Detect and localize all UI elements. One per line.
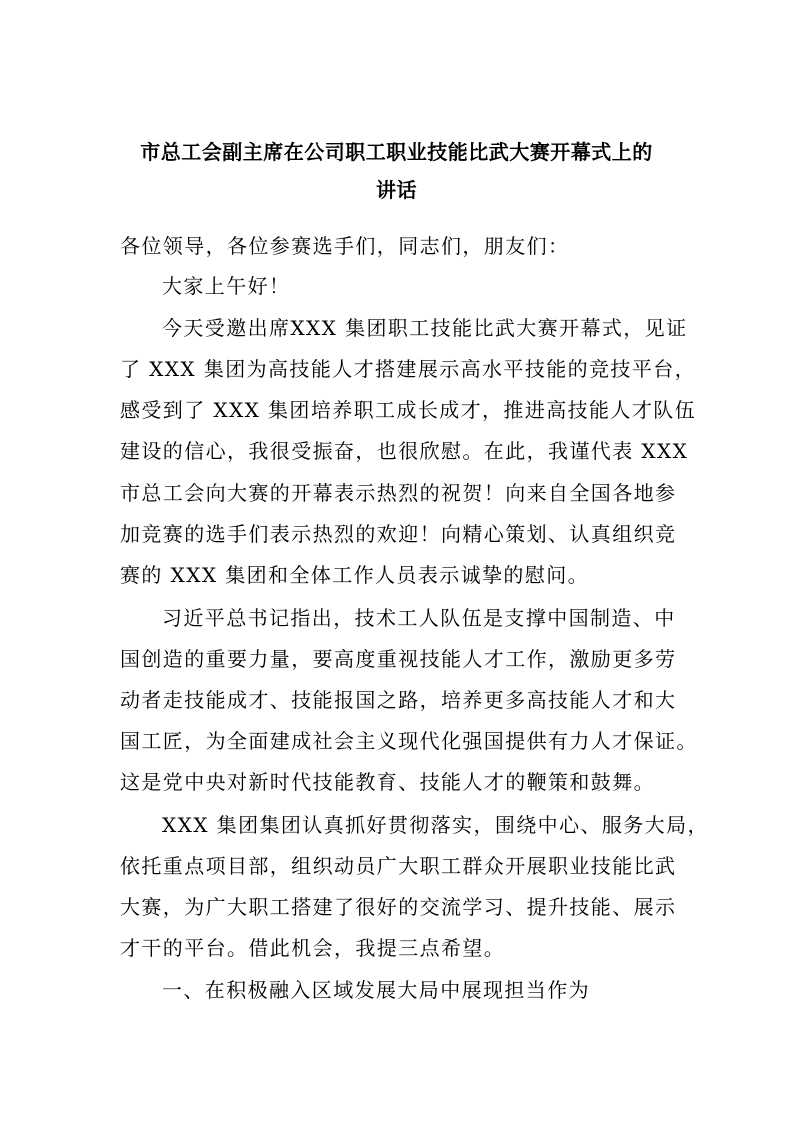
paragraph-1-line-1: 今天受邀出席XXX 集团职工技能比武大赛开幕式，见证 (162, 316, 688, 340)
document-title-line-1: 市总工会副主席在公司职工职业技能比武大赛开幕式上的 (140, 140, 653, 164)
paragraph-3-line-3: 大赛，为广大职工搭建了很好的交流学习、提升技能、展示 (120, 895, 677, 919)
paragraph-2-line-4: 国工匠，为全面建成社会主义现代化强国提供有力人才保证。 (120, 729, 698, 753)
paragraph-1-line-6: 加竞赛的选手们表示热烈的欢迎！向精心策划、认真组织竞 (120, 522, 677, 546)
paragraph-2-line-5: 这是党中央对新时代技能教育、技能人才的鞭策和鼓舞。 (120, 770, 655, 794)
paragraph-2-line-2: 国创造的重要力量，要高度重视技能人才工作，激励更多劳 (120, 647, 677, 671)
document-title-line-2: 讲话 (376, 178, 417, 202)
paragraph-2-line-1: 习近平总书记指出，技术工人队伍是支撑中国制造、中 (162, 606, 676, 630)
paragraph-1-line-4: 建设的信心，我很受振奋，也很欣慰。在此，我谨代表 XXX (120, 439, 689, 463)
greeting: 大家上午好！ (162, 274, 291, 298)
paragraph-3-line-4: 才干的平台。借此机会，我提三点希望。 (120, 936, 506, 960)
section-heading: 一、在积极融入区域发展大局中展现担当作为 (162, 978, 590, 1002)
paragraph-1-line-5: 市总工会向大赛的开幕表示热烈的祝贺！向来自全国各地参 (120, 481, 677, 505)
salutation: 各位领导，各位参赛选手们，同志们，朋友们： (120, 234, 570, 258)
paragraph-3-line-1: XXX 集团集团认真抓好贯彻落实，围绕中心、服务大局， (162, 813, 709, 837)
paragraph-1-line-2: 了 XXX 集团为高技能人才搭建展示高水平技能的竞技平台， (120, 357, 697, 381)
paragraph-1-line-3: 感受到了 XXX 集团培养职工成长成才，推进高技能人才队伍 (120, 398, 697, 422)
paragraph-3-line-2: 依托重点项目部，组织动员广大职工群众开展职业技能比武 (120, 854, 677, 878)
paragraph-1-line-7: 赛的 XXX 集团和全体工作人员表示诚挚的慰问。 (120, 563, 590, 587)
paragraph-2-line-3: 动者走技能成才、技能报国之路，培养更多高技能人才和大 (120, 688, 677, 712)
